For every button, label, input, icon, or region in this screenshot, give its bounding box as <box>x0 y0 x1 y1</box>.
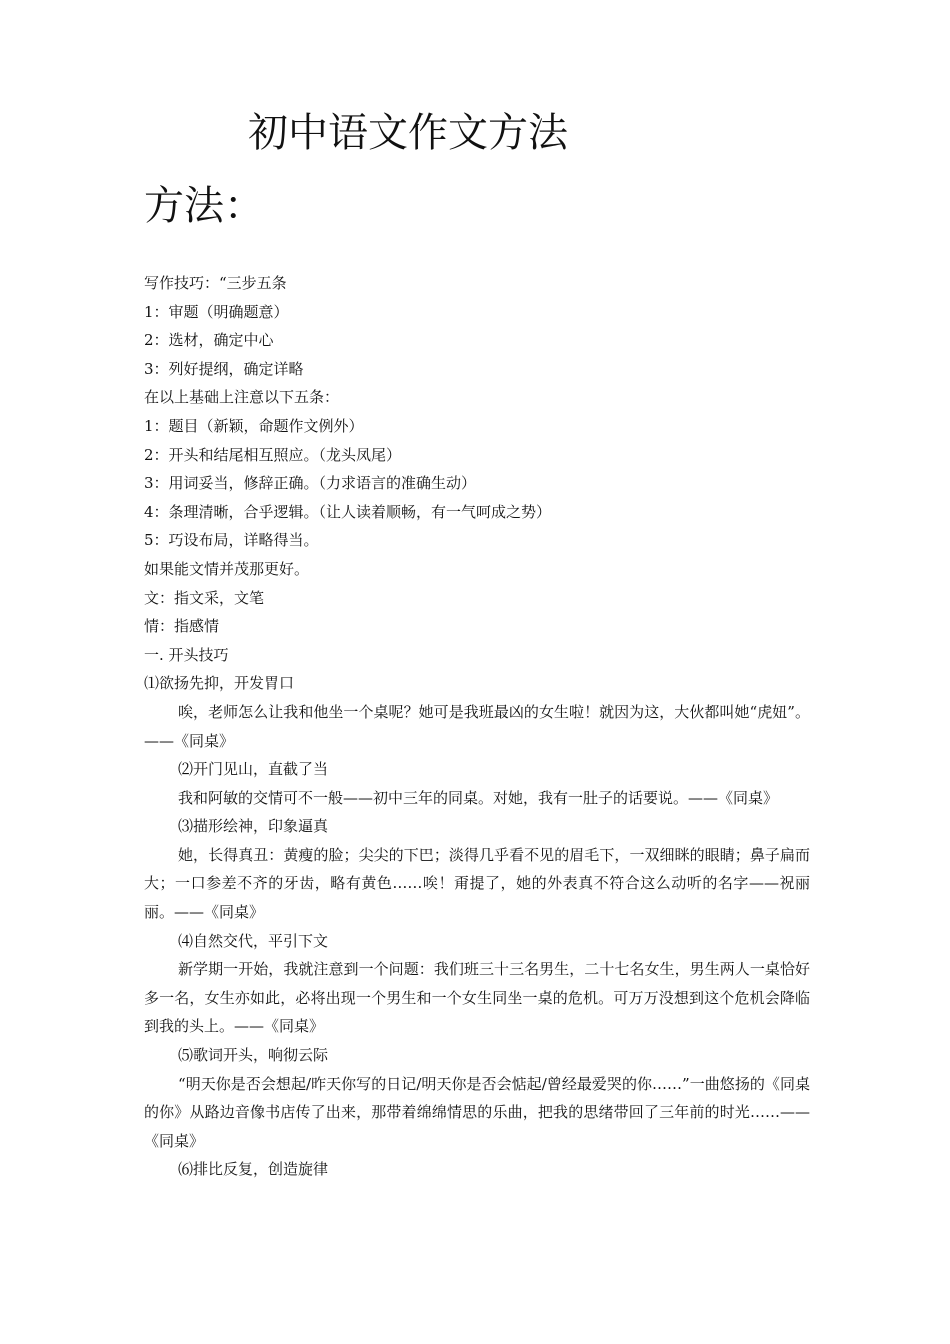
example-paragraph: “明天你是否会想起/昨天你写的日记/明天你是否会惦起/曾经最爱哭的你……”一曲悠扬的《同桌的你》从路边音像书店传了出来，那带着绵绵情思的乐曲，把我的思绪带回了三年前的时光……——《同桌》 <box>144 1074 810 1150</box>
example-heading: ⑷自然交代，平引下文 <box>178 931 329 950</box>
example-heading: ⑸歌词开头，响彻云际 <box>178 1046 329 1065</box>
text-line: 4：条理清晰，合乎逻辑。（让人读着顺畅，有一气呵成之势） <box>144 502 552 521</box>
example-paragraph: 她，长得真丑：黄瘦的脸；尖尖的下巴；淡得几乎看不见的眉毛下，一双细眯的眼睛；鼻子扁而大；一口参差不齐的牙齿，略有黄色……唉！甭提了，她的外表真不符合这么动听的名字——祝丽丽。——《同桌》 <box>144 845 810 922</box>
text-line: 一. 开头技巧 <box>144 645 229 664</box>
example-heading: ⑹排比反复，创造旋律 <box>178 1160 329 1179</box>
example-paragraph: 我和阿敏的交情可不一般——初中三年的同桌。对她，我有一肚子的话要说。——《同桌》 <box>178 788 779 807</box>
example-paragraph: 新学期一开始，我就注意到一个问题：我们班三十三名男生，二十七名女生，男生两人一桌恰好多一名，女生亦如此，必将出现一个男生和一个女生同坐一桌的危机。可万万没想到这个危机会降临到我的头上。——《同桌》 <box>144 960 810 1036</box>
example-paragraph: 唉，老师怎么让我和他坐一个桌呢？她可是我班最凶的女生啦！就因为这，大伙都叫她“虎妞”。——《同桌》 <box>144 702 810 750</box>
text-line: 2：选材，确定中心 <box>144 331 274 350</box>
text-line: 5：巧设布局，详略得当。 <box>144 531 319 550</box>
text-line: 3：列好提纲，确定详略 <box>144 359 304 378</box>
document-body <box>144 269 810 1184</box>
text-line: 3：用词妥当，修辞正确。（力求语言的准确生动） <box>144 474 477 493</box>
text-line: 情：指感情 <box>144 617 220 636</box>
text-line: 文：指文采，文笔 <box>144 588 265 607</box>
text-line: 1：题目（新颖，命题作文例外） <box>144 416 364 435</box>
text-line: 如果能文情并茂那更好。 <box>144 559 310 578</box>
text-line: ⑴欲扬先抑，开发胃口 <box>144 674 295 693</box>
section-heading: 方法： <box>144 183 264 229</box>
example-heading: ⑵开门见山，直截了当 <box>178 760 329 779</box>
text-line: 写作技巧：“三步五条 <box>144 274 287 292</box>
text-line: 2：开头和结尾相互照应。（龙头凤尾） <box>144 445 402 464</box>
text-line: 1：审题（明确题意） <box>144 302 289 321</box>
example-heading: ⑶描形绘神，印象逼真 <box>178 817 329 836</box>
document-title: 初中语文作文方法 <box>248 110 568 156</box>
text-line: 在以上基础上注意以下五条： <box>144 388 340 407</box>
